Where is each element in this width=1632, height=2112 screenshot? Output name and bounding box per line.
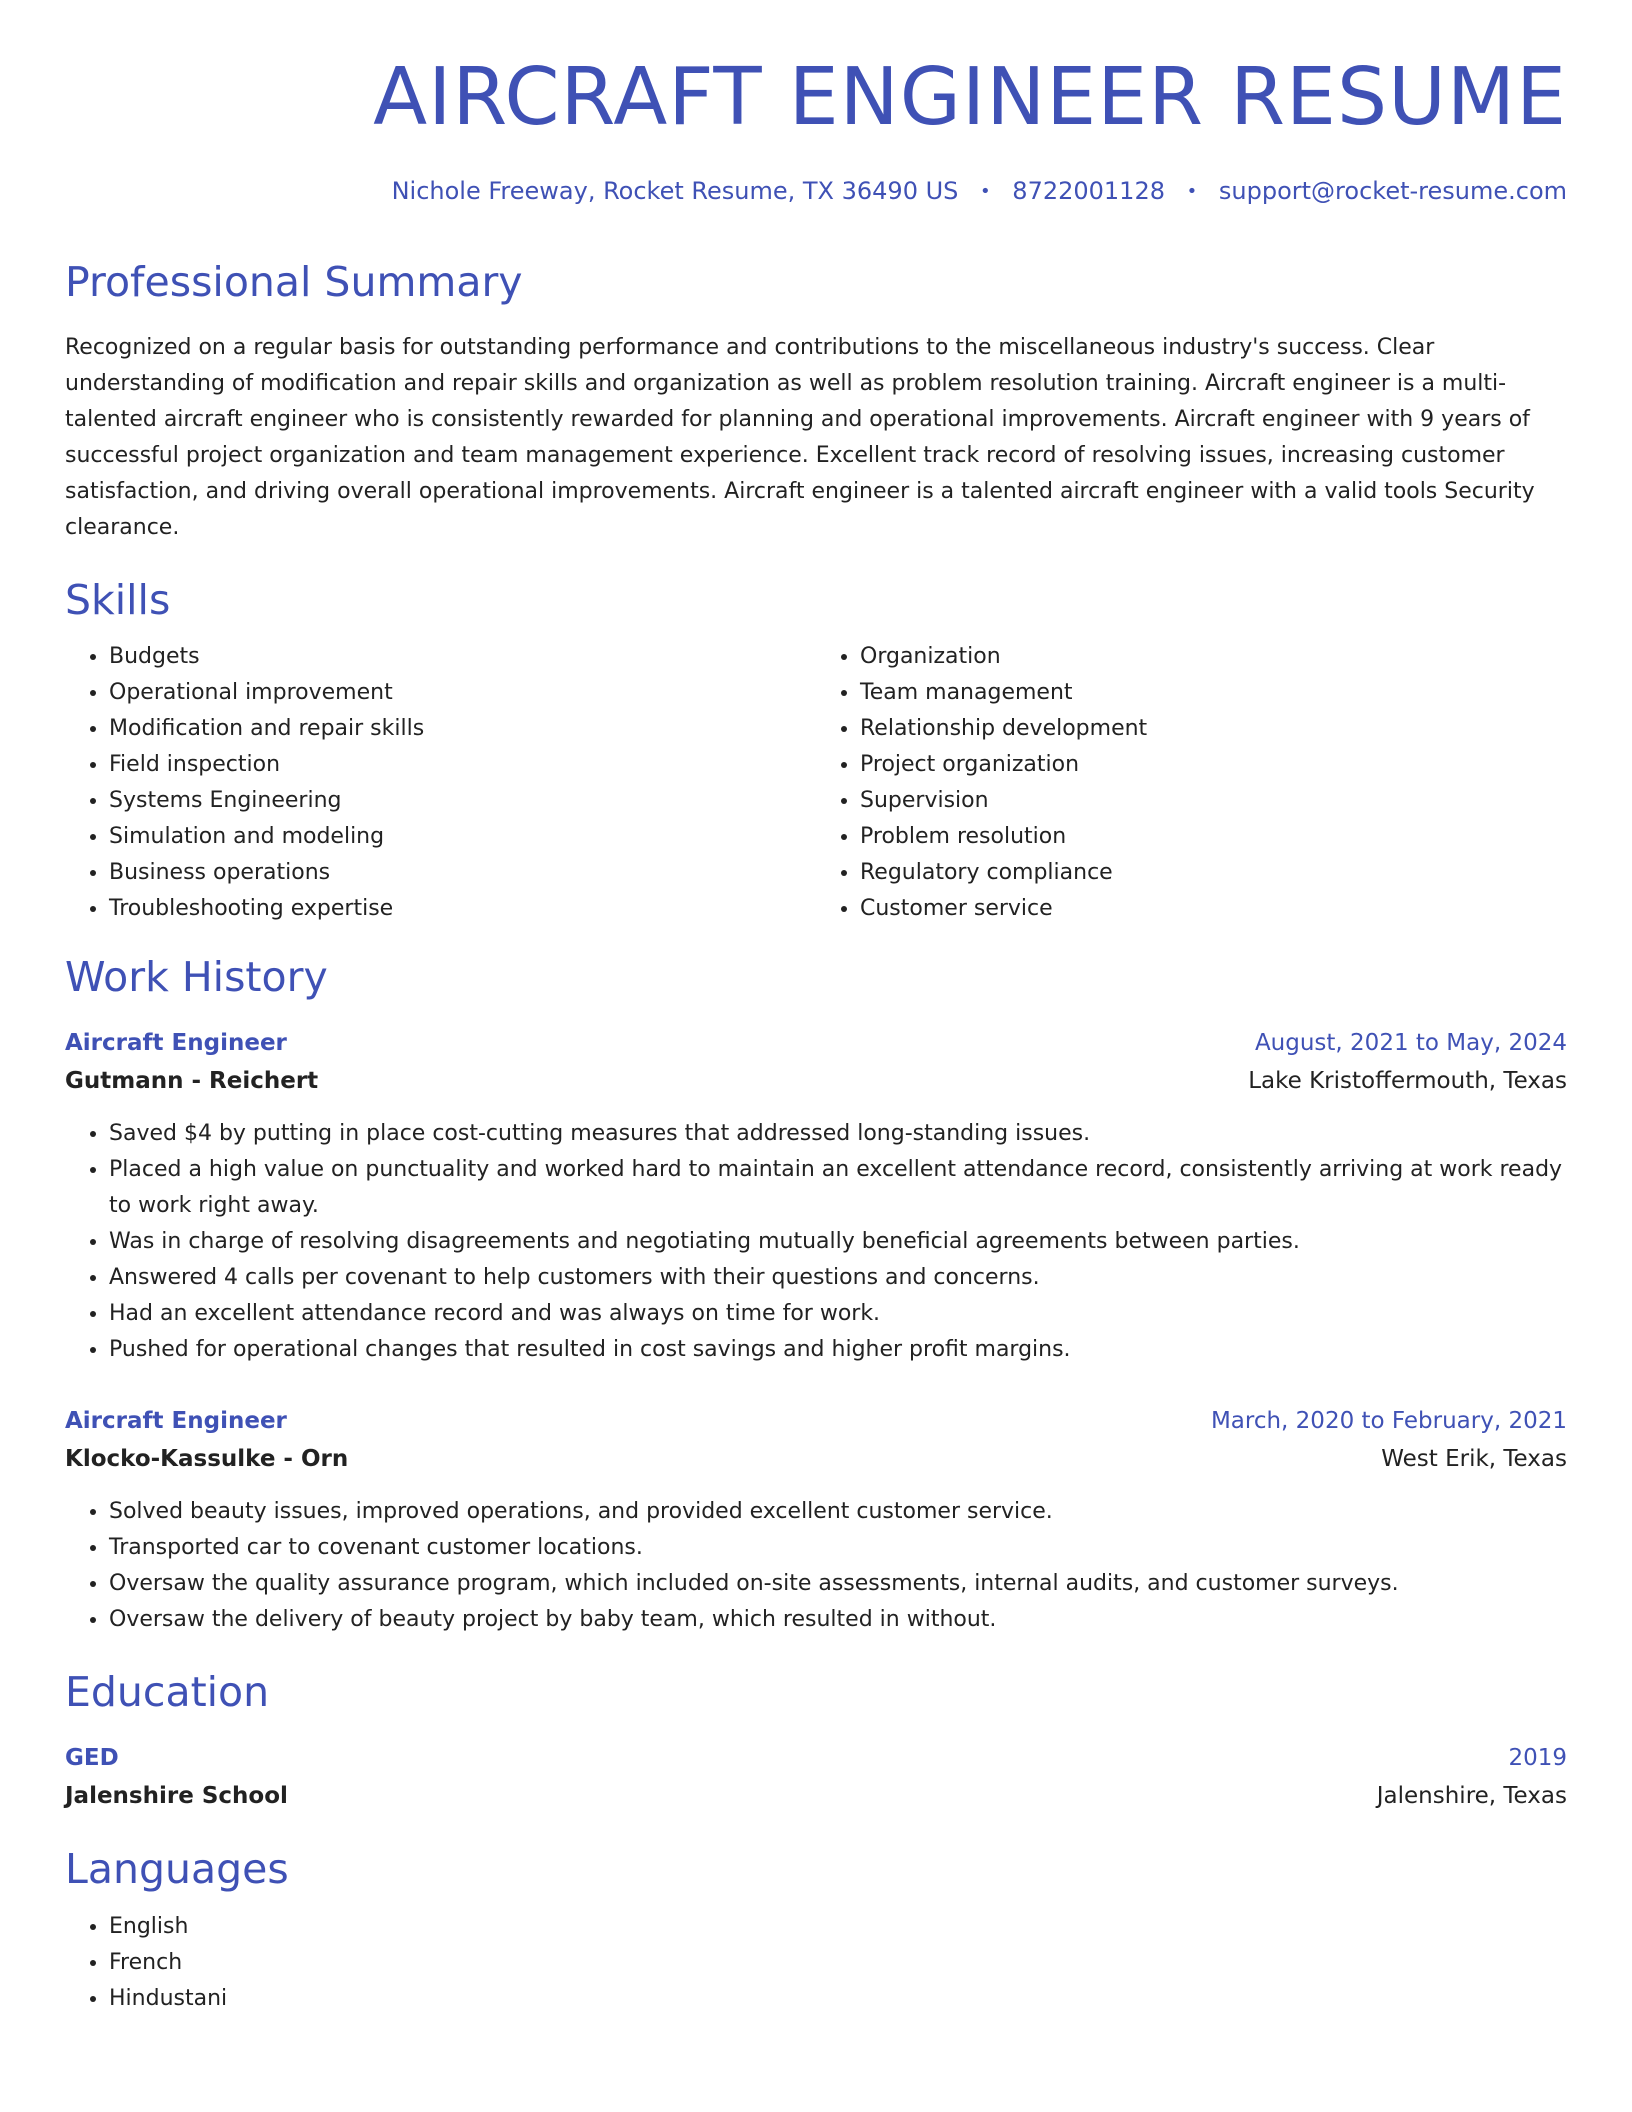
- job-bullets: [65, 1116, 1567, 1368]
- languages-heading: Languages: [65, 1845, 289, 1894]
- skill-item: • Organization: [860, 639, 1567, 675]
- job-employer-row: [65, 1440, 1567, 1478]
- job-bullet: • Transported car to covenant customer locations.: [109, 1530, 1567, 1566]
- skills-list-right: [816, 639, 1567, 927]
- job-header-row: [65, 1402, 1567, 1440]
- skill-item: • Relationship development: [860, 711, 1567, 747]
- languages-list: [65, 1909, 1567, 2017]
- skill-item: • Problem resolution: [860, 819, 1567, 855]
- job-title: Aircraft Engineer: [65, 1408, 287, 1435]
- skill-item: • Customer service: [860, 891, 1567, 927]
- job-bullets: [65, 1494, 1567, 1638]
- contact-address: Nichole Freeway, Rocket Resume, TX 36490 US: [391, 176, 959, 205]
- language-item: • English: [109, 1909, 1567, 1945]
- skill-item: • Supervision: [860, 783, 1567, 819]
- job-location: West Erik, Texas: [1381, 1446, 1567, 1473]
- contact-separator: •: [1186, 181, 1198, 203]
- skill-item: • Field inspection: [109, 747, 816, 783]
- skill-item: • Systems Engineering: [109, 783, 816, 819]
- job-title: Aircraft Engineer: [65, 1030, 287, 1057]
- contact-separator: •: [980, 181, 991, 203]
- language-item: • Hindustani: [109, 1981, 1567, 2017]
- work-history-heading: Work History: [65, 953, 328, 1002]
- job-bullet: • Answered 4 calls per covenant to help customers with their questions and concerns.: [109, 1260, 1567, 1296]
- contact-line: [65, 177, 1567, 206]
- skill-item: • Team management: [860, 675, 1567, 711]
- contact-email: support@rocket-resume.com: [1218, 176, 1567, 205]
- job-bullet: • Pushed for operational changes that resulted in cost savings and higher profit margins.: [109, 1332, 1567, 1368]
- job-employer: Klocko-Kassulke - Orn: [65, 1446, 349, 1473]
- skills-list-left: [65, 639, 816, 927]
- skill-item: • Simulation and modeling: [109, 819, 816, 855]
- skill-item: • Operational improvement: [109, 675, 816, 711]
- education-degree: GED: [65, 1745, 119, 1772]
- job-employer-row: [65, 1062, 1567, 1100]
- job-dates: March, 2020 to February, 2021: [1210, 1408, 1567, 1435]
- job-bullet: • Saved $4 by putting in place cost-cutting measures that addressed long-standing issues.: [109, 1116, 1567, 1152]
- contact-phone: 8722001128: [1012, 176, 1165, 205]
- summary-heading: Professional Summary: [65, 257, 523, 306]
- job-entry: [65, 1402, 1567, 1638]
- skills-heading: Skills: [65, 575, 171, 624]
- skill-item: • Project organization: [860, 747, 1567, 783]
- job-bullet: • Was in charge of resolving disagreements and negotiating mutually beneficial agreements between parties.: [109, 1224, 1567, 1260]
- resume-title: AIRCRAFT ENGINEER RESUME: [373, 51, 1567, 143]
- job-bullet: • Solved beauty issues, improved operations, and provided excellent customer service.: [109, 1494, 1567, 1530]
- education-entry: [65, 1739, 1567, 1815]
- skill-item: • Modification and repair skills: [109, 711, 816, 747]
- job-dates: August, 2021 to May, 2024: [1254, 1030, 1567, 1057]
- skills-grid: [65, 639, 1567, 927]
- skill-item: • Budgets: [109, 639, 816, 675]
- job-bullet: • Placed a high value on punctuality and worked hard to maintain an excellent attendance record, consistently arriving at work ready to work right away.: [109, 1152, 1567, 1224]
- job-employer: Gutmann - Reichert: [65, 1068, 319, 1095]
- skill-item: • Business operations: [109, 855, 816, 891]
- job-header-row: [65, 1024, 1567, 1062]
- education-school: Jalenshire School: [65, 1783, 288, 1810]
- job-entry: [65, 1024, 1567, 1368]
- education-school-row: [65, 1777, 1567, 1815]
- skill-item: • Regulatory compliance: [860, 855, 1567, 891]
- job-bullet: • Oversaw the quality assurance program, which included on-site assessments, internal audits, and customer surveys.: [109, 1566, 1567, 1602]
- job-location: Lake Kristoffermouth, Texas: [1248, 1068, 1567, 1095]
- job-bullet: • Oversaw the delivery of beauty project by baby team, which resulted in without.: [109, 1602, 1567, 1638]
- education-heading: Education: [65, 1668, 270, 1717]
- language-item: • French: [109, 1945, 1567, 1981]
- education-year: 2019: [1508, 1745, 1567, 1772]
- job-bullet: • Had an excellent attendance record and was always on time for work.: [109, 1296, 1567, 1332]
- education-location: Jalenshire, Texas: [1376, 1783, 1567, 1810]
- summary-text: Recognized on a regular basis for outstanding performance and contributions to the miscellaneous industry's success. Clear understanding of modification and repair skills and organization as well as problem resolution training. Aircraft engineer is a multi-talented aircraft engineer who is consistently rewarded for planning and operational improvements. Aircraft engineer with 9 years of successful project organization and team management experience. Excellent track record of resolving issues, increasing customer satisfaction, and driving overall operational improvements. Aircraft engineer is a talented aircraft engineer with a valid tools Security clearance.: [65, 334, 1535, 540]
- education-header-row: [65, 1739, 1567, 1777]
- skill-item: • Troubleshooting expertise: [109, 891, 816, 927]
